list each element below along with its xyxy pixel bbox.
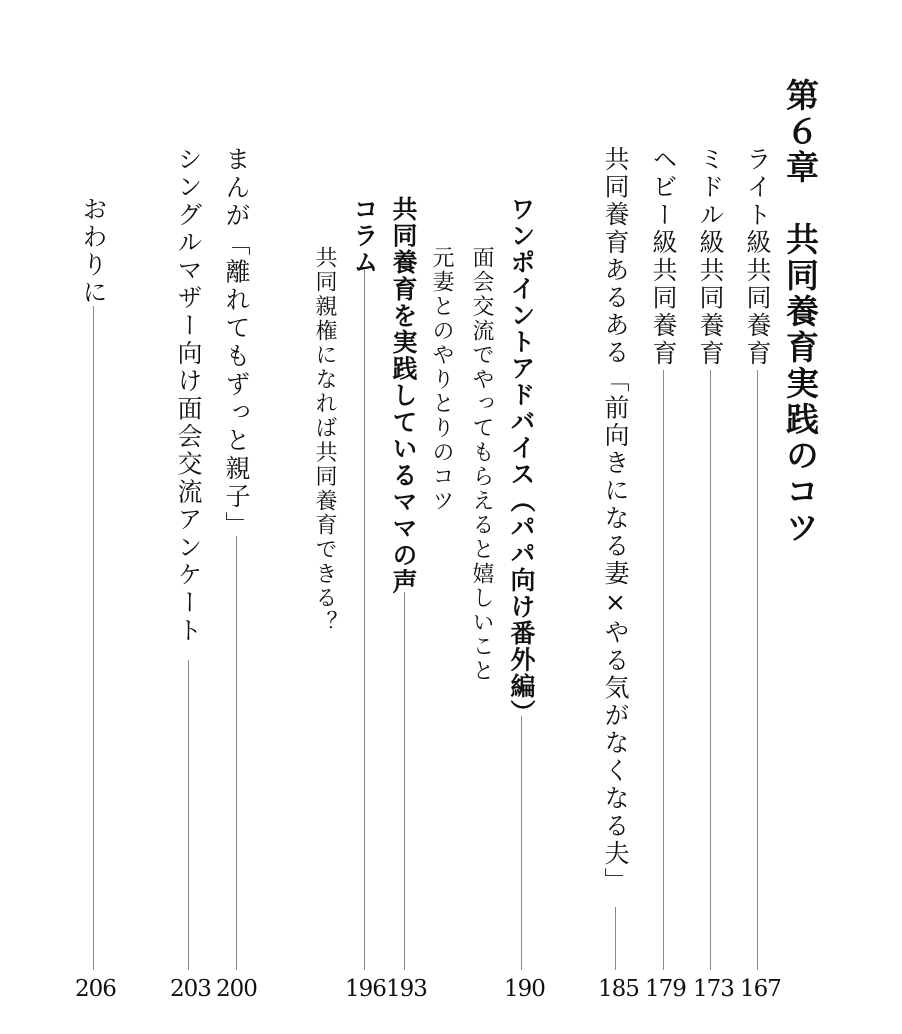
page-number: 203	[170, 976, 211, 1002]
chapter-title: 第６章 共同養育実践のコツ	[781, 78, 820, 546]
page-number: 196	[345, 976, 386, 1002]
toc-entry-afterword[interactable]: おわりに	[79, 196, 108, 307]
leader-line	[663, 370, 664, 970]
page-number: 167	[740, 976, 781, 1002]
leader-line	[93, 306, 94, 970]
toc-entry-single-mother-survey[interactable]: シングルマザー向け面会交流アンケート	[174, 146, 203, 645]
leader-line	[710, 370, 711, 970]
toc-entry-one-point-advice[interactable]: ワンポイントアドバイス（パパ向け番外編）	[507, 196, 536, 726]
toc-subitem-ex-wife-communication[interactable]: 元妻とのやりとりのコツ	[429, 246, 454, 514]
toc-entry-middle-coparenting[interactable]: ミドル級共同養育	[696, 146, 725, 368]
toc-entry-heavy-coparenting[interactable]: ヘビー級共同養育	[649, 146, 678, 368]
leader-line	[364, 270, 365, 970]
toc-entry-manga[interactable]: まんが「離れてもずっと親子」	[222, 146, 251, 540]
toc-entry-mothers-voices[interactable]: 共同養育を実践しているママの声	[389, 196, 418, 595]
toc-entry-light-coparenting[interactable]: ライト級共同養育	[743, 146, 772, 368]
page-number: 173	[693, 976, 734, 1002]
page-number: 206	[75, 976, 116, 1002]
leader-line	[188, 660, 189, 970]
toc-subitem-visitation-tips[interactable]: 面会交流でやってもらえると嬉しいこと	[469, 246, 494, 684]
page-number: 190	[504, 976, 545, 1002]
leader-line	[521, 716, 522, 970]
leader-line	[404, 592, 405, 970]
toc-entry-column[interactable]: コラム	[350, 196, 379, 276]
leader-line	[615, 907, 616, 970]
toc-subitem-joint-custody[interactable]: 共同親権になれば共同養育できる？	[312, 246, 337, 635]
leader-line	[236, 536, 237, 970]
leader-line	[757, 370, 758, 970]
page-number: 185	[598, 976, 639, 1002]
page-number: 200	[216, 976, 257, 1002]
page-number: 193	[386, 976, 427, 1002]
page-number: 179	[645, 976, 686, 1002]
toc-entry-coparenting-aruaru[interactable]: 共同養育あるある「前向きになる妻×やる気がなくなる夫」	[601, 146, 630, 896]
